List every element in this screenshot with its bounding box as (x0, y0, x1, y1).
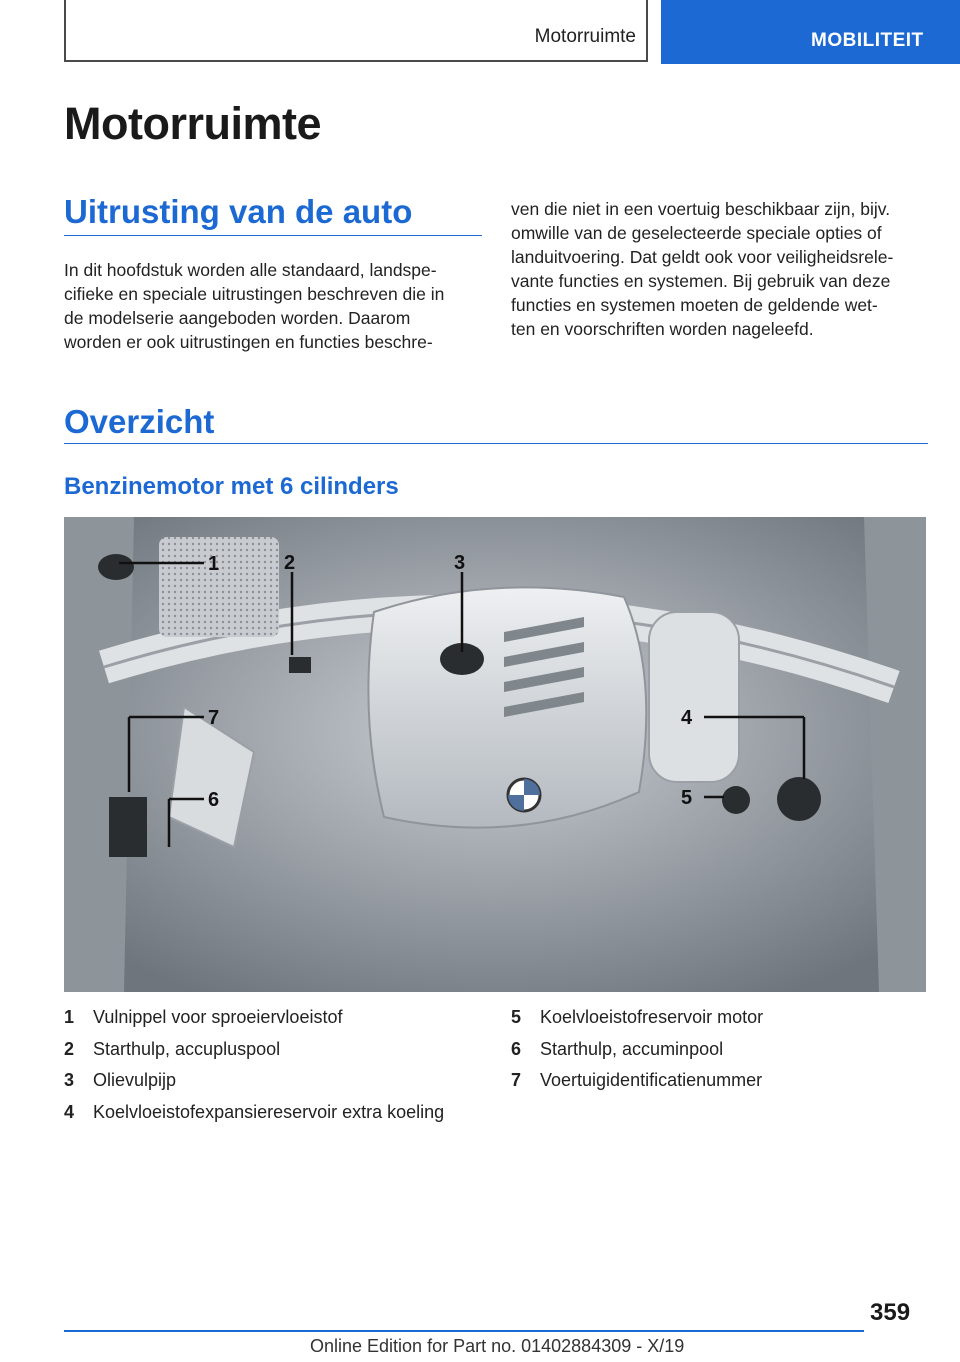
text-line: de modelserie aangeboden worden. Daarom (64, 308, 411, 328)
legend-item (64, 1039, 484, 1071)
header-chapter-tab[interactable]: MOBILITEIT (661, 0, 960, 64)
legend-text: Koelvloeistofreservoir motor (540, 1007, 764, 1027)
legend-number: 7 (511, 1070, 522, 1090)
legend-number: 4 (64, 1101, 75, 1122)
text-line: ven die niet in een voertuig beschikbaar zijn, bijv. (511, 199, 891, 219)
text-line: worden er ook uitrustingen en functies beschre- (64, 332, 433, 352)
legend-right (511, 1007, 931, 1102)
engine-subheading: Benzinemotor met 6 cilinders (64, 473, 399, 500)
callout-label: 4 (681, 707, 693, 729)
legend-text: Koelvloeistofexpansiereservoir extra koeling (93, 1101, 445, 1122)
text-line: vante functies en systemen. Bij gebruik van deze (511, 271, 891, 291)
legend-number: 2 (64, 1038, 75, 1059)
legend-item (511, 1039, 931, 1071)
legend-item (64, 1007, 484, 1039)
legend-text: Olievulpijp (93, 1070, 177, 1090)
callout-label: 1 (208, 553, 220, 575)
equipment-paragraph-right (511, 197, 931, 341)
legend-number: 1 (64, 1007, 75, 1027)
extra-cooling-cap (777, 777, 821, 821)
equipment-heading: Uitrusting van de auto (64, 193, 413, 230)
equipment-paragraph-left (64, 258, 484, 354)
text-line: functies en systemen moeten de geldende wet- (511, 295, 878, 315)
callout-label: 3 (454, 552, 466, 574)
footer-edition-text: Online Edition for Part no. 01402884309 - X/19 (310, 1336, 685, 1356)
legend-number: 3 (64, 1070, 75, 1090)
text-line: omwille van de geselecteerde speciale opties of (511, 223, 882, 243)
left-fender (64, 517, 134, 992)
vin-plate (109, 797, 147, 857)
legend-item (511, 1070, 931, 1102)
callout-label: 2 (284, 552, 296, 574)
washer-fluid-cap (98, 554, 134, 580)
text-line: ten en voorschriften worden nageleefd. (511, 319, 814, 339)
equipment-heading-rule (64, 235, 482, 236)
legend-text: Voertuigidentificatienummer (540, 1070, 763, 1090)
legend-text: Vulnippel voor sproeiervloeistof (93, 1007, 343, 1027)
overview-heading-rule (64, 443, 928, 444)
legend-number: 5 (511, 1007, 522, 1027)
legend-number: 6 (511, 1038, 522, 1059)
text-line: landuitvoering. Dat geldt ook voor veiligheidsrele- (511, 247, 894, 267)
callout-label: 6 (208, 789, 220, 811)
engine-coolant-cap (722, 786, 750, 814)
legend-text: Starthulp, accupluspool (93, 1038, 281, 1059)
legend-item (511, 1007, 931, 1039)
positive-terminal (289, 657, 311, 673)
cabin-filter-mesh (159, 537, 279, 637)
footer-rule (64, 1330, 864, 1332)
page-title: Motorruimte (64, 98, 321, 149)
engine-bay-illustration (64, 517, 926, 992)
overview-heading: Overzicht (64, 403, 215, 440)
legend-left (64, 1007, 484, 1133)
callout-label: 7 (208, 707, 220, 729)
legend-text: Starthulp, accuminpool (540, 1038, 724, 1059)
coolant-expansion-tank (649, 612, 739, 782)
legend-item (64, 1070, 484, 1102)
legend-item (64, 1102, 484, 1134)
text-line: In dit hoofdstuk worden alle standaard, landspe- (64, 260, 437, 280)
callout-label: 5 (681, 787, 693, 809)
page-number: 359 (870, 1299, 911, 1326)
header-section-label: Motorruimte (534, 26, 636, 47)
text-line: cifieke en speciale uitrustingen beschreven die in (64, 284, 445, 304)
